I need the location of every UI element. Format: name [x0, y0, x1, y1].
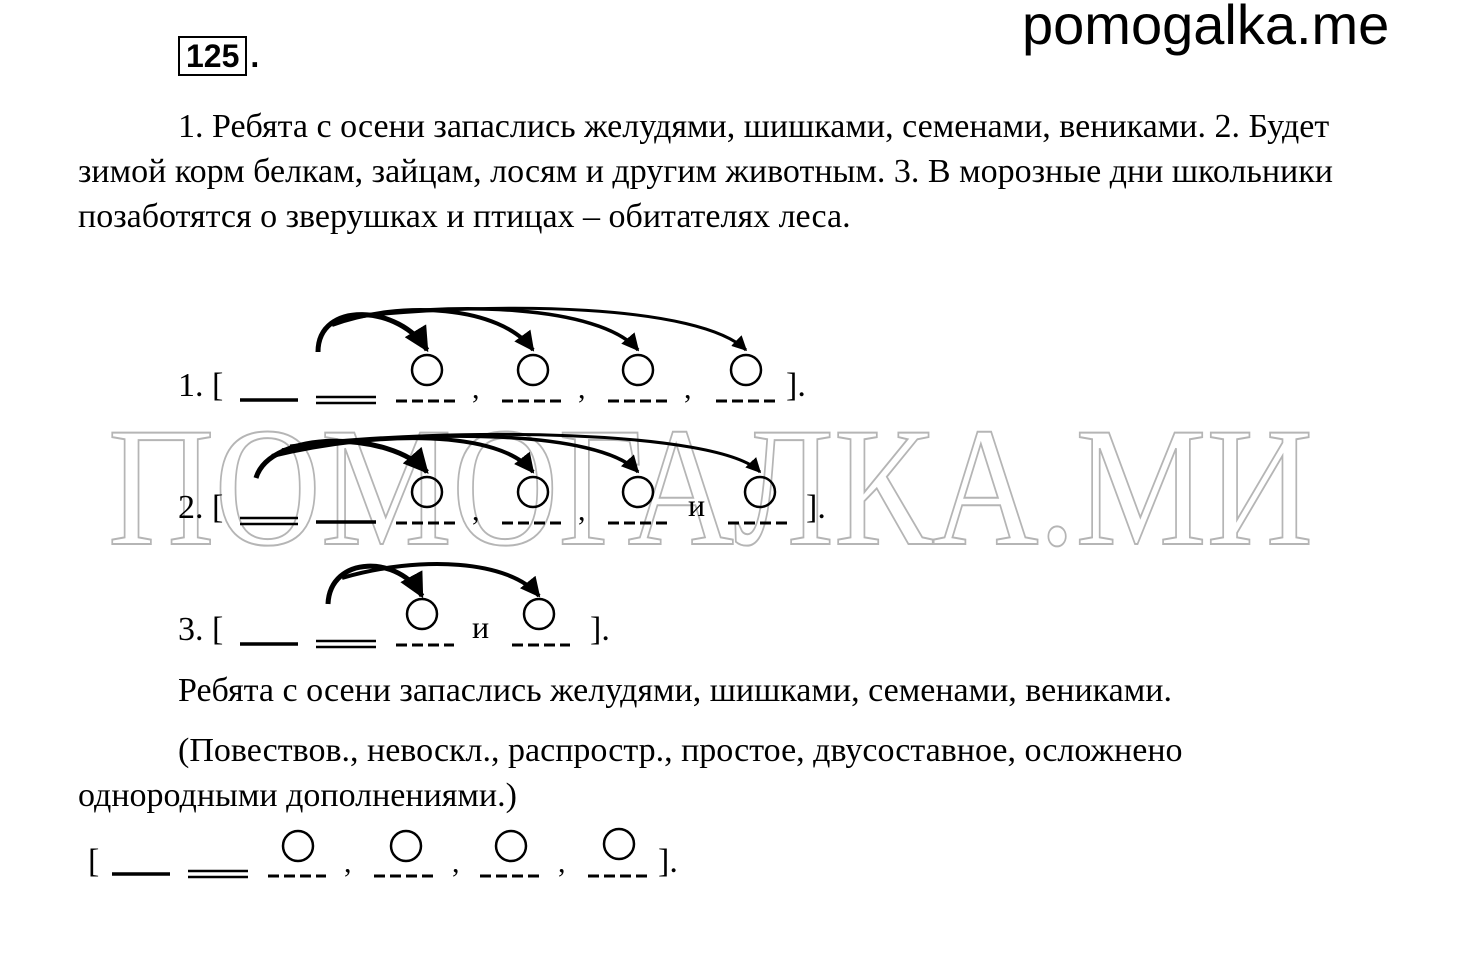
sentence-repeat: Ребята с осени запаслись желудями, шишками, семенами, вениками. — [178, 672, 1172, 709]
separator: , — [472, 494, 480, 527]
object-circle — [604, 829, 634, 859]
separator: , — [578, 372, 586, 405]
scheme-4 — [88, 829, 678, 880]
main-paragraph: 1. Ребята с осени запаслись желудями, шишками, семенами, вениками. 2. Будет зимой корм белкам, зайцам, лосям и другим животным. 3. В морозные дни школьники позаботятся о зверушках и птицах – обитателях леса. — [78, 108, 1333, 235]
conjunction: и — [472, 609, 490, 645]
sentence-characteristics: (Повествов., невоскл., распростр., простое, двусоставное, осложнено однородными дополнениями.) — [78, 732, 1183, 814]
scheme-1-label: 1. [ — [178, 367, 224, 404]
conjunction: и — [688, 487, 706, 523]
object-circle — [496, 831, 526, 861]
exercise-number-dot: . — [250, 38, 260, 74]
scheme-1-close: ]. — [786, 367, 806, 404]
separator: , — [684, 372, 692, 405]
exercise-number-box: 125 — [178, 36, 247, 76]
scheme-3-label: 3. [ — [178, 611, 224, 648]
separator: , — [472, 372, 480, 405]
site-name: pomogalka.me — [1022, 0, 1390, 56]
object-circle — [283, 831, 313, 861]
scheme-4-close: ]. — [658, 843, 678, 880]
separator: , — [452, 846, 460, 879]
separator: , — [558, 846, 566, 879]
separator: , — [578, 494, 586, 527]
object-circle — [391, 831, 421, 861]
separator: , — [344, 846, 352, 879]
scheme-4-open: [ — [88, 843, 100, 880]
watermark-text: ПОМОГАЛКА.МИ — [108, 402, 1313, 552]
scheme-2-close: ]. — [806, 489, 826, 526]
scheme-3-close: ]. — [590, 611, 610, 648]
scheme-2-label: 2. [ — [178, 489, 224, 526]
